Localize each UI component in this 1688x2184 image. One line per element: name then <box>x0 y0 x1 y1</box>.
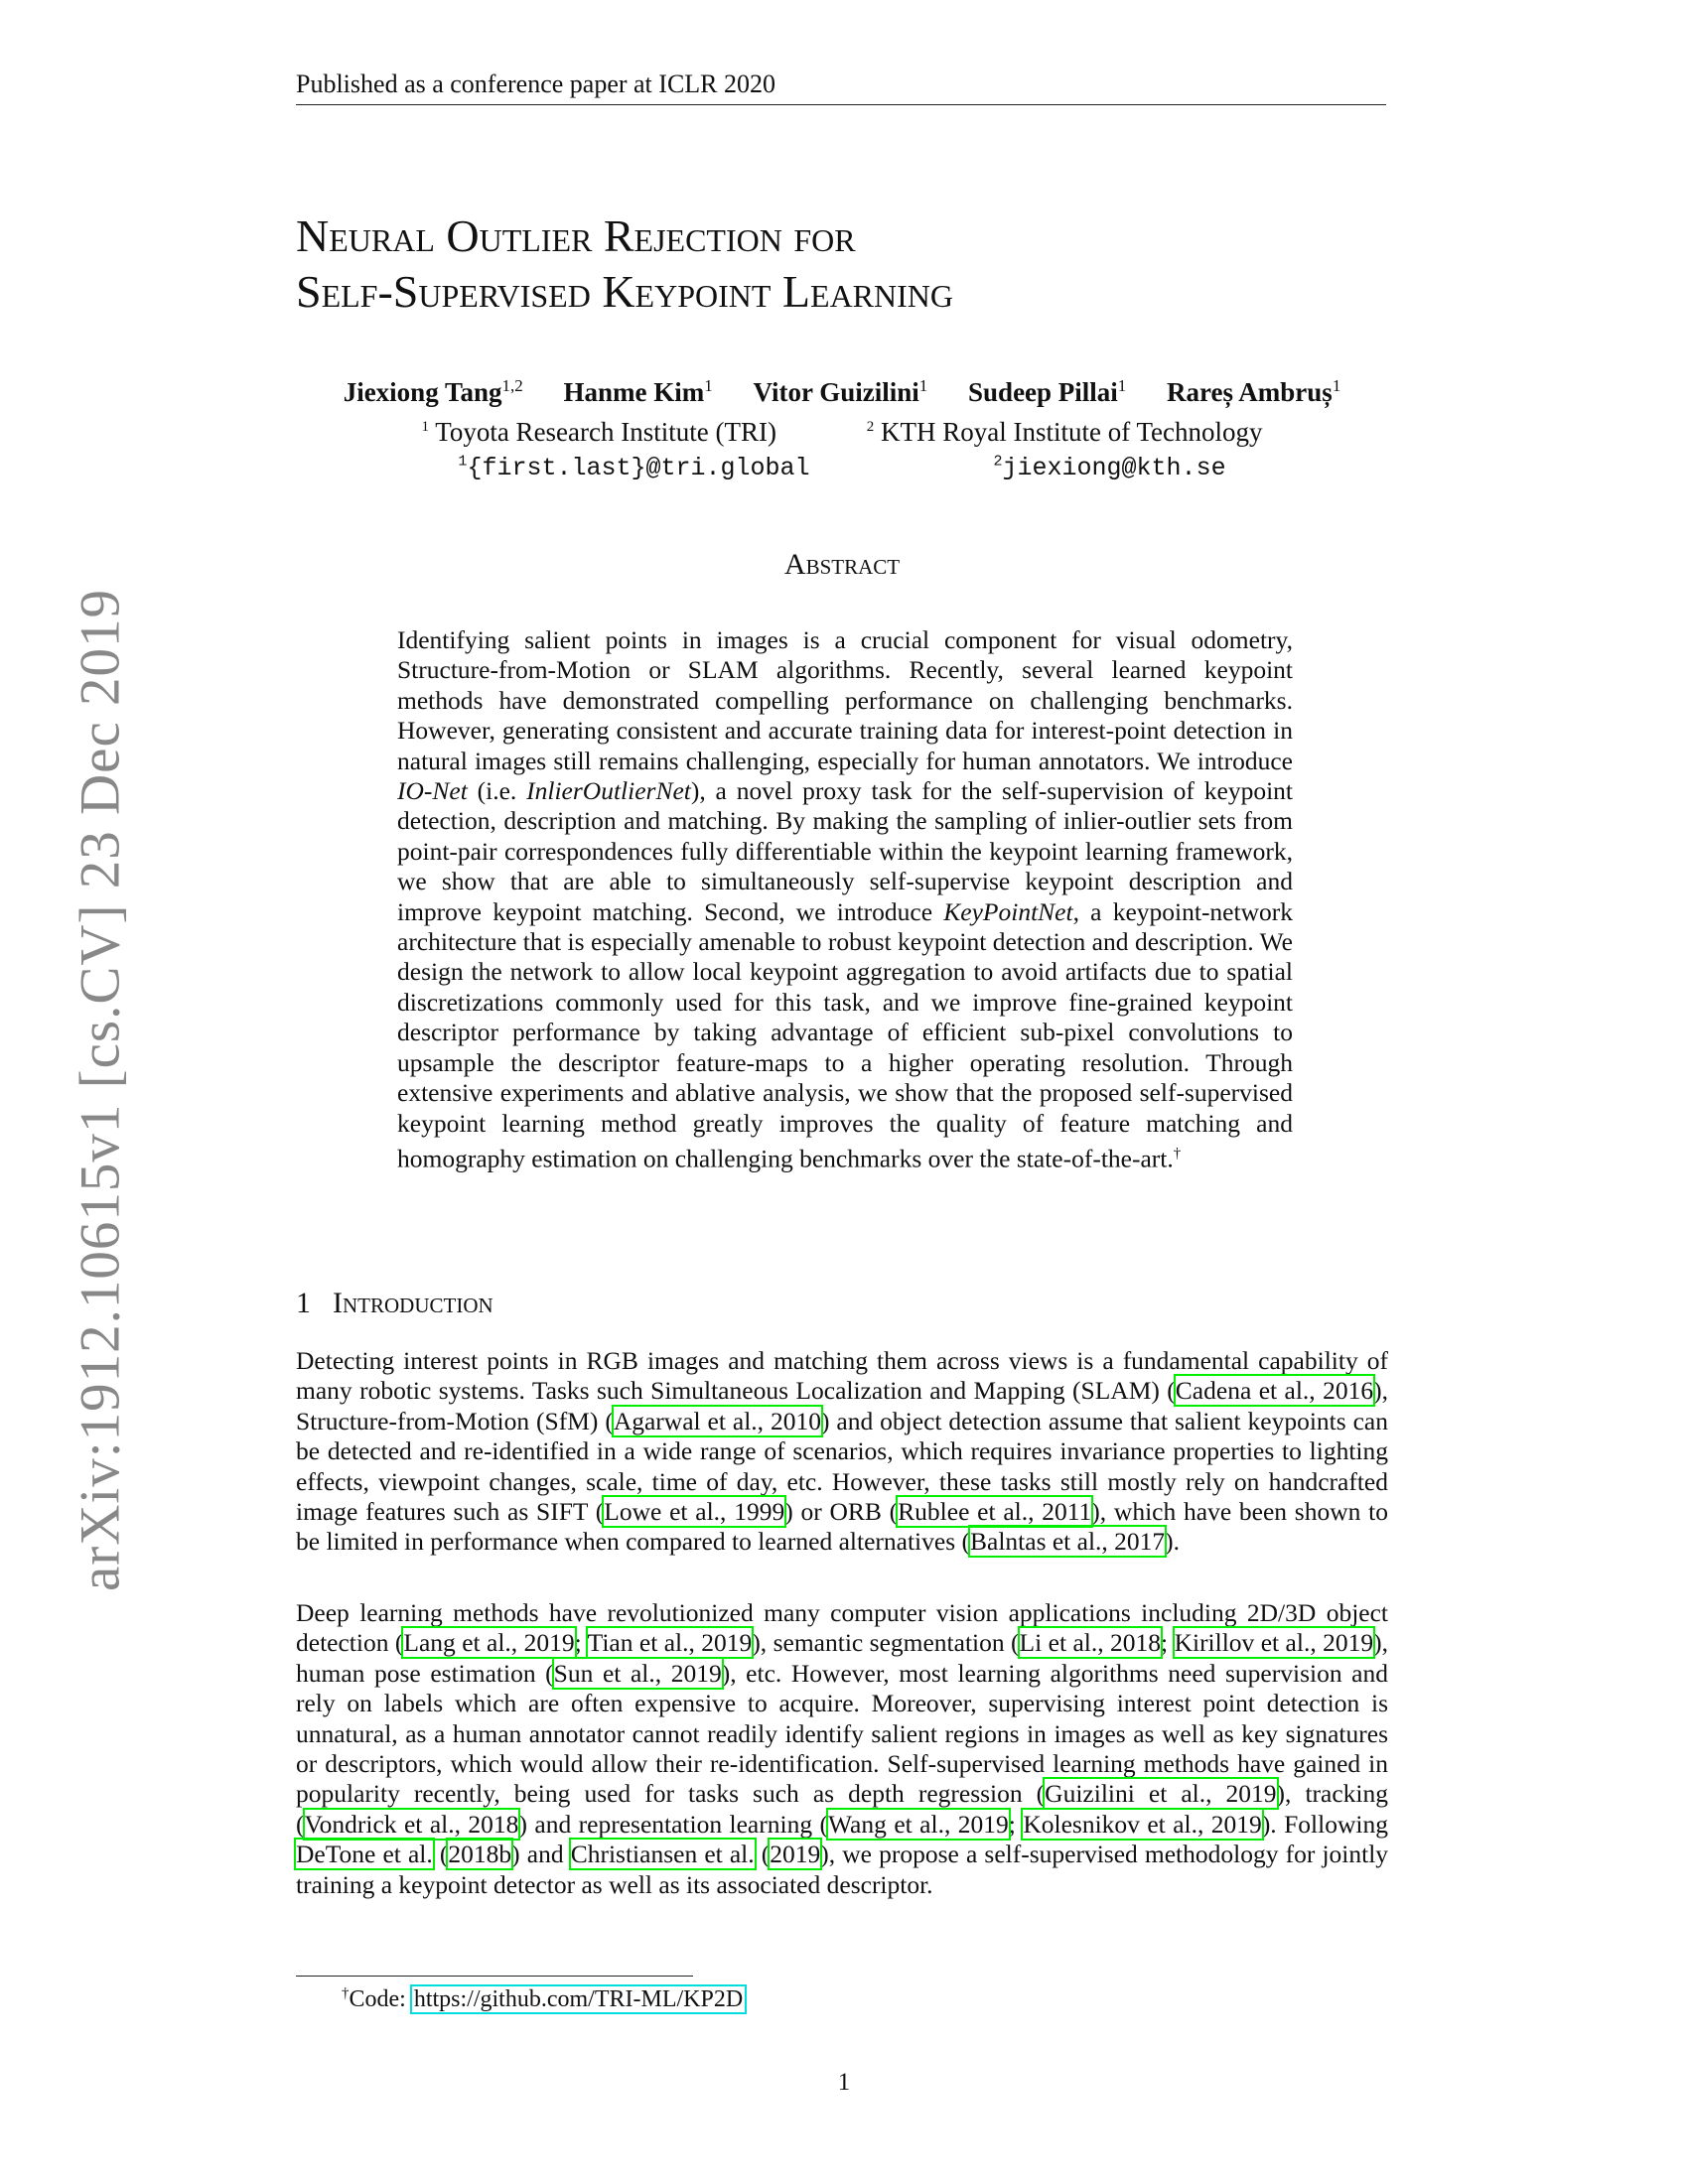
abstract-text: Identifying salient points in images is a crucial component for visual odometry, Structure-from-Motion or SLAM algorithms. Recently, several learned keypoint methods have demonstrated compelling performance on challenging benchmarks. However, generating consistent and accurate training data for interest-point detection in natural images still remains challenging, especially for human annotators. We introduce IO-Net (i.e. InlierOutlierNet), a novel proxy task for the self-supervision of keypoint detection, description and matching. By making the sampling of inlier-outlier sets from point-pair correspondences fully differentiable within the keypoint learning framework, we show that are able to simultaneously self-supervise keypoint description and improve keypoint matching. Second, we introduce KeyPointNet, a keypoint-network architecture that is especially amenable to robust keypoint detection and description. We design the network to allow local keypoint aggregation to avoid artifacts due to spatial discretizations commonly used for this task, and we improve fine-grained keypoint descriptor performance by taking advantage of efficient sub-pixel convolutions to upsample the descriptor feature-maps to a higher operating resolution. Through extensive experiments and ablative analysis, we show that the proposed self-supervised keypoint learning method greatly improves the quality of feature matching and homography estimation on challenging benchmarks over the state-of-the-art.† <box>397 625 1293 1173</box>
citation-link[interactable]: Li et al., 2018 <box>1019 1628 1162 1658</box>
citation-link[interactable]: Rublee et al., 2011 <box>898 1497 1092 1527</box>
footnote-mark: † <box>1173 1145 1182 1161</box>
footnote-divider <box>296 1976 693 1977</box>
citation-link[interactable]: Wang et al., 2019 <box>828 1809 1009 1839</box>
citation-link[interactable]: Lang et al., 2019 <box>403 1628 575 1658</box>
author: Vitor Guizilini$^1$ <box>753 376 928 407</box>
citation-link[interactable]: Vondrick et al., 2018 <box>304 1809 519 1839</box>
author: Hanme Kim$^1$ <box>563 376 713 407</box>
author: Rareș Ambruș$^1$ <box>1167 376 1341 407</box>
author-block <box>296 367 1388 483</box>
citation-link[interactable]: Cadena et al., 2016 <box>1175 1376 1374 1406</box>
email: $^2$jiexiong@kth.se <box>993 454 1226 483</box>
footnote: †Code: https://github.com/TRI-ML/KP2D <box>342 1985 744 2012</box>
email: $^1${first.last}@tri.global <box>458 454 810 483</box>
citation-link[interactable]: DeTone et al. <box>296 1840 433 1869</box>
citation-link[interactable]: Agarwal et al., 2010 <box>613 1406 821 1435</box>
section-heading: 1 Introduction <box>296 1287 493 1319</box>
email-list <box>296 448 1388 483</box>
citation-link[interactable]: Lowe et al., 1999 <box>604 1497 785 1527</box>
affiliation: $^1$ Toyota Research Institute (TRI) <box>421 417 776 447</box>
title-line-1: Neural Outlier Rejection for <box>296 210 856 261</box>
citation-link[interactable]: Guizilini et al., 2019 <box>1045 1779 1277 1809</box>
running-header: Published as a conference paper at ICLR 2020 <box>296 69 1386 105</box>
citation-link[interactable]: Tian et al., 2019 <box>587 1628 753 1658</box>
citation-link[interactable]: Christiansen et al. <box>570 1840 755 1869</box>
intro-paragraph-1: Detecting interest points in RGB images and matching them across views is a fundamental capability of many robotic systems. Tasks such Simultaneous Localization and Mapping (SLAM) (Cadena et al., 2016), Structure-from-Motion (SfM) (Agarwal et al., 2010) and object detection assume that salient keypoints can be detected and re-identified in a wide range of scenarios, which requires invariance properties to lighting effects, viewpoint changes, scale, time of day, etc. However, these tasks still mostly rely on handcrafted image features such as SIFT (Lowe et al., 1999) or ORB (Rublee et al., 2011), which have been shown to be limited in performance when compared to learned alternatives (Balntas et al., 2017). <box>296 1346 1388 1557</box>
abstract-heading: Abstract <box>783 548 901 581</box>
affiliation: $^2$ KTH Royal Institute of Technology <box>866 417 1263 447</box>
citation-link[interactable]: 2018b <box>448 1840 512 1869</box>
citation-link[interactable]: Kirillov et al., 2019 <box>1174 1628 1374 1658</box>
author: Sudeep Pillai$^1$ <box>968 376 1127 407</box>
affiliation-list <box>296 411 1388 448</box>
intro-paragraph-2: Deep learning methods have revolutionized many computer vision applications including 2D/3D object detection (Lang et al., 2019; Tian et al., 2019), semantic segmentation (Li et al., 2018; Kirillov et al., 2019), human pose estimation (Sun et al., 2019), etc. However, most learning algorithms need supervision and rely on labels which are often expensive to acquire. Moreover, supervising interest point detection is unnatural, as a human annotator cannot readily identify salient regions in images as well as key signatures or descriptors, which would allow their re-identification. Self-supervised learning methods have gained in popularity recently, being used for tasks such as depth regression (Guizilini et al., 2019), tracking (Vondrick et al., 2018) and representation learning (Wang et al., 2019; Kolesnikov et al., 2019). Following DeTone et al. (2018b) and Christiansen et al. (2019), we propose a self-supervised methodology for jointly training a keypoint detector as well as its associated descriptor. <box>296 1598 1389 1899</box>
paper-title <box>296 208 1388 320</box>
title-line-2: Self-Supervised Keypoint Learning <box>296 266 954 317</box>
author: Jiexiong Tang$^{1,2}$ <box>343 376 523 407</box>
citation-link[interactable]: Balntas et al., 2017 <box>970 1527 1166 1557</box>
code-url-link[interactable]: https://github.com/TRI-ML/KP2D <box>413 1986 744 2012</box>
author-list <box>296 367 1388 411</box>
citation-link[interactable]: Sun et al., 2019 <box>553 1658 722 1688</box>
page-number: 1 <box>837 2069 851 2096</box>
citation-link[interactable]: Kolesnikov et al., 2019 <box>1023 1809 1262 1839</box>
citation-link[interactable]: 2019 <box>770 1840 821 1869</box>
arxiv-stamp: arXiv:1912.10615v1 [cs.CV] 23 Dec 2019 <box>69 588 132 1592</box>
